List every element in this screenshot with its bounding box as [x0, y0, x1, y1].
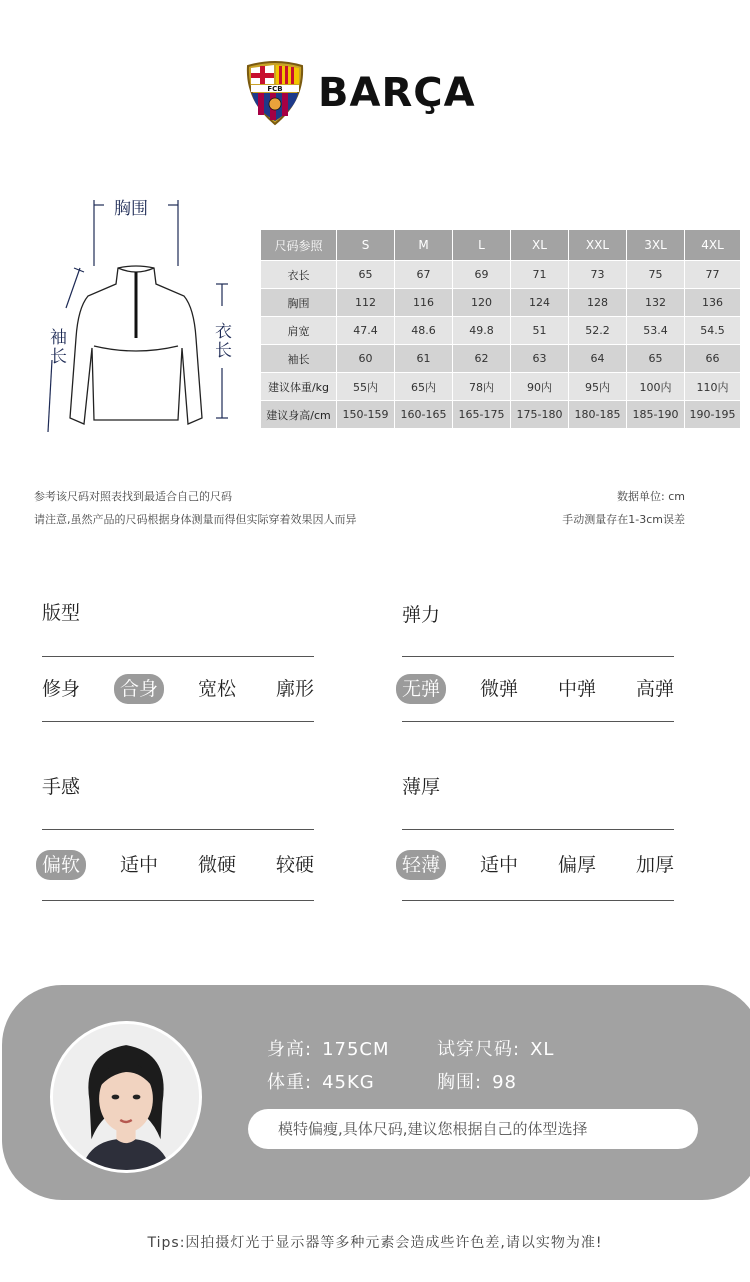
table-cell: 75 [627, 261, 685, 289]
table-cell: 116 [395, 289, 453, 317]
sleeve-label: 袖长 [46, 328, 66, 366]
table-cell: 48.6 [395, 317, 453, 345]
note-disclaimer: 请注意,虽然产品的尺码根据身体测量而得但实际穿着效果因人而异 [34, 513, 357, 526]
table-row [261, 345, 741, 373]
fit-options [42, 657, 314, 721]
table-cell: 185-190 [627, 401, 685, 429]
model-chest-label: 胸围: [437, 1072, 483, 1093]
model-height [267, 1035, 390, 1061]
jacket-outline-icon [36, 188, 256, 438]
thickness-option-extra-thick: 加厚 [635, 854, 674, 876]
table-cell: 51 [511, 317, 569, 345]
table-cell: 128 [569, 289, 627, 317]
table-cell: 95内 [569, 373, 627, 401]
table-row [261, 401, 741, 429]
model-size [437, 1035, 554, 1061]
table-cell: 73 [569, 261, 627, 289]
note-reference: 参考该尺码对照表找到最适合自己的尺码 [34, 490, 232, 503]
feel-options [42, 830, 314, 900]
table-cell: 54.5 [685, 317, 741, 345]
table-cell: 136 [685, 289, 741, 317]
size-col: M [395, 230, 453, 261]
fit-option-loose: 宽松 [197, 678, 236, 700]
table-cell: 65 [337, 261, 395, 289]
divider [402, 900, 674, 901]
model-weight [267, 1068, 375, 1094]
stretch-option-none: 无弹 [396, 674, 446, 704]
feel-option-soft: 偏软 [36, 850, 86, 880]
thickness-attribute [402, 772, 674, 901]
table-cell: 110内 [685, 373, 741, 401]
thickness-option-thick: 偏厚 [557, 854, 596, 876]
model-chest-value: 98 [492, 1072, 517, 1093]
thickness-title: 薄厚 [402, 776, 441, 798]
table-cell: 55内 [337, 373, 395, 401]
feel-option-stiff: 较硬 [275, 854, 314, 876]
table-row [261, 261, 741, 289]
brand-name: BARÇA [318, 70, 476, 116]
row-label: 建议身高/cm [261, 401, 337, 429]
model-height-label: 身高: [267, 1039, 313, 1060]
table-row [261, 317, 741, 345]
stretch-attribute [402, 600, 674, 722]
feel-title: 手感 [42, 776, 81, 798]
row-label: 胸围 [261, 289, 337, 317]
divider [42, 900, 314, 901]
divider [42, 721, 314, 722]
fcb-crest-icon [244, 60, 306, 126]
size-col: XXL [569, 230, 627, 261]
table-cell: 124 [511, 289, 569, 317]
table-header-label: 尺码参照 [261, 230, 337, 261]
table-cell: 62 [453, 345, 511, 373]
feel-attribute [42, 772, 314, 901]
model-chest [437, 1068, 517, 1094]
svg-text:FCB: FCB [267, 85, 283, 93]
table-cell: 52.2 [569, 317, 627, 345]
table-cell: 65 [627, 345, 685, 373]
table-cell: 53.4 [627, 317, 685, 345]
size-col: 4XL [685, 230, 741, 261]
brand-header [244, 60, 476, 126]
note-error: 手动测量存在1-3cm误差 [562, 513, 685, 526]
fit-option-regular: 合身 [114, 674, 164, 704]
table-cell: 71 [511, 261, 569, 289]
model-weight-value: 45KG [322, 1072, 375, 1093]
size-col: S [337, 230, 395, 261]
fit-title: 版型 [42, 602, 81, 624]
stretch-options [402, 657, 674, 721]
table-cell: 67 [395, 261, 453, 289]
feel-option-medium: 适中 [119, 854, 158, 876]
row-label: 袖长 [261, 345, 337, 373]
fit-option-oversized: 廓形 [275, 678, 314, 700]
note-unit: 数据单位: cm [617, 490, 685, 503]
row-label: 建议体重/kg [261, 373, 337, 401]
model-weight-label: 体重: [267, 1072, 313, 1093]
table-row [261, 289, 741, 317]
size-col: 3XL [627, 230, 685, 261]
model-size-label: 试穿尺码: [437, 1039, 521, 1060]
model-height-value: 175CM [322, 1039, 390, 1060]
table-cell: 190-195 [685, 401, 741, 429]
chest-label: 胸围 [114, 199, 148, 219]
table-cell: 49.8 [453, 317, 511, 345]
row-label: 衣长 [261, 261, 337, 289]
thickness-option-medium: 适中 [479, 854, 518, 876]
stretch-option-slight: 微弹 [479, 678, 518, 700]
fit-option-slim: 修身 [42, 678, 81, 700]
thickness-option-thin: 轻薄 [396, 850, 446, 880]
fit-attribute [42, 598, 314, 722]
table-cell: 66 [685, 345, 741, 373]
model-note: 模特偏瘦,具体尺码,建议您根据自己的体型选择 [248, 1109, 698, 1149]
color-tips: Tips:因拍摄灯光于显示器等多种元素会造成些许色差,请以实物为准! [147, 1235, 603, 1251]
model-size-value: XL [530, 1039, 555, 1060]
thickness-options [402, 830, 674, 900]
table-cell: 132 [627, 289, 685, 317]
garment-diagram [36, 188, 256, 438]
table-cell: 120 [453, 289, 511, 317]
table-cell: 112 [337, 289, 395, 317]
table-cell: 60 [337, 345, 395, 373]
table-cell: 165-175 [453, 401, 511, 429]
table-cell: 47.4 [337, 317, 395, 345]
stretch-option-medium: 中弹 [557, 678, 596, 700]
length-label: 衣长 [211, 322, 231, 360]
table-cell: 90内 [511, 373, 569, 401]
table-cell: 77 [685, 261, 741, 289]
size-col: L [453, 230, 511, 261]
table-cell: 150-159 [337, 401, 395, 429]
size-chart-table [261, 230, 741, 429]
size-col: XL [511, 230, 569, 261]
stretch-option-high: 高弹 [635, 678, 674, 700]
table-cell: 63 [511, 345, 569, 373]
table-cell: 160-165 [395, 401, 453, 429]
table-cell: 100内 [627, 373, 685, 401]
table-cell: 180-185 [569, 401, 627, 429]
table-cell: 69 [453, 261, 511, 289]
table-cell: 175-180 [511, 401, 569, 429]
table-cell: 61 [395, 345, 453, 373]
row-label: 肩宽 [261, 317, 337, 345]
stretch-title: 弹力 [402, 604, 441, 626]
feel-option-slightly-stiff: 微硬 [197, 854, 236, 876]
model-avatar [50, 1021, 202, 1173]
table-row [261, 373, 741, 401]
table-cell: 64 [569, 345, 627, 373]
divider [402, 721, 674, 722]
size-header-row [261, 230, 741, 261]
table-cell: 78内 [453, 373, 511, 401]
table-cell: 65内 [395, 373, 453, 401]
model-portrait-icon [53, 1024, 199, 1170]
